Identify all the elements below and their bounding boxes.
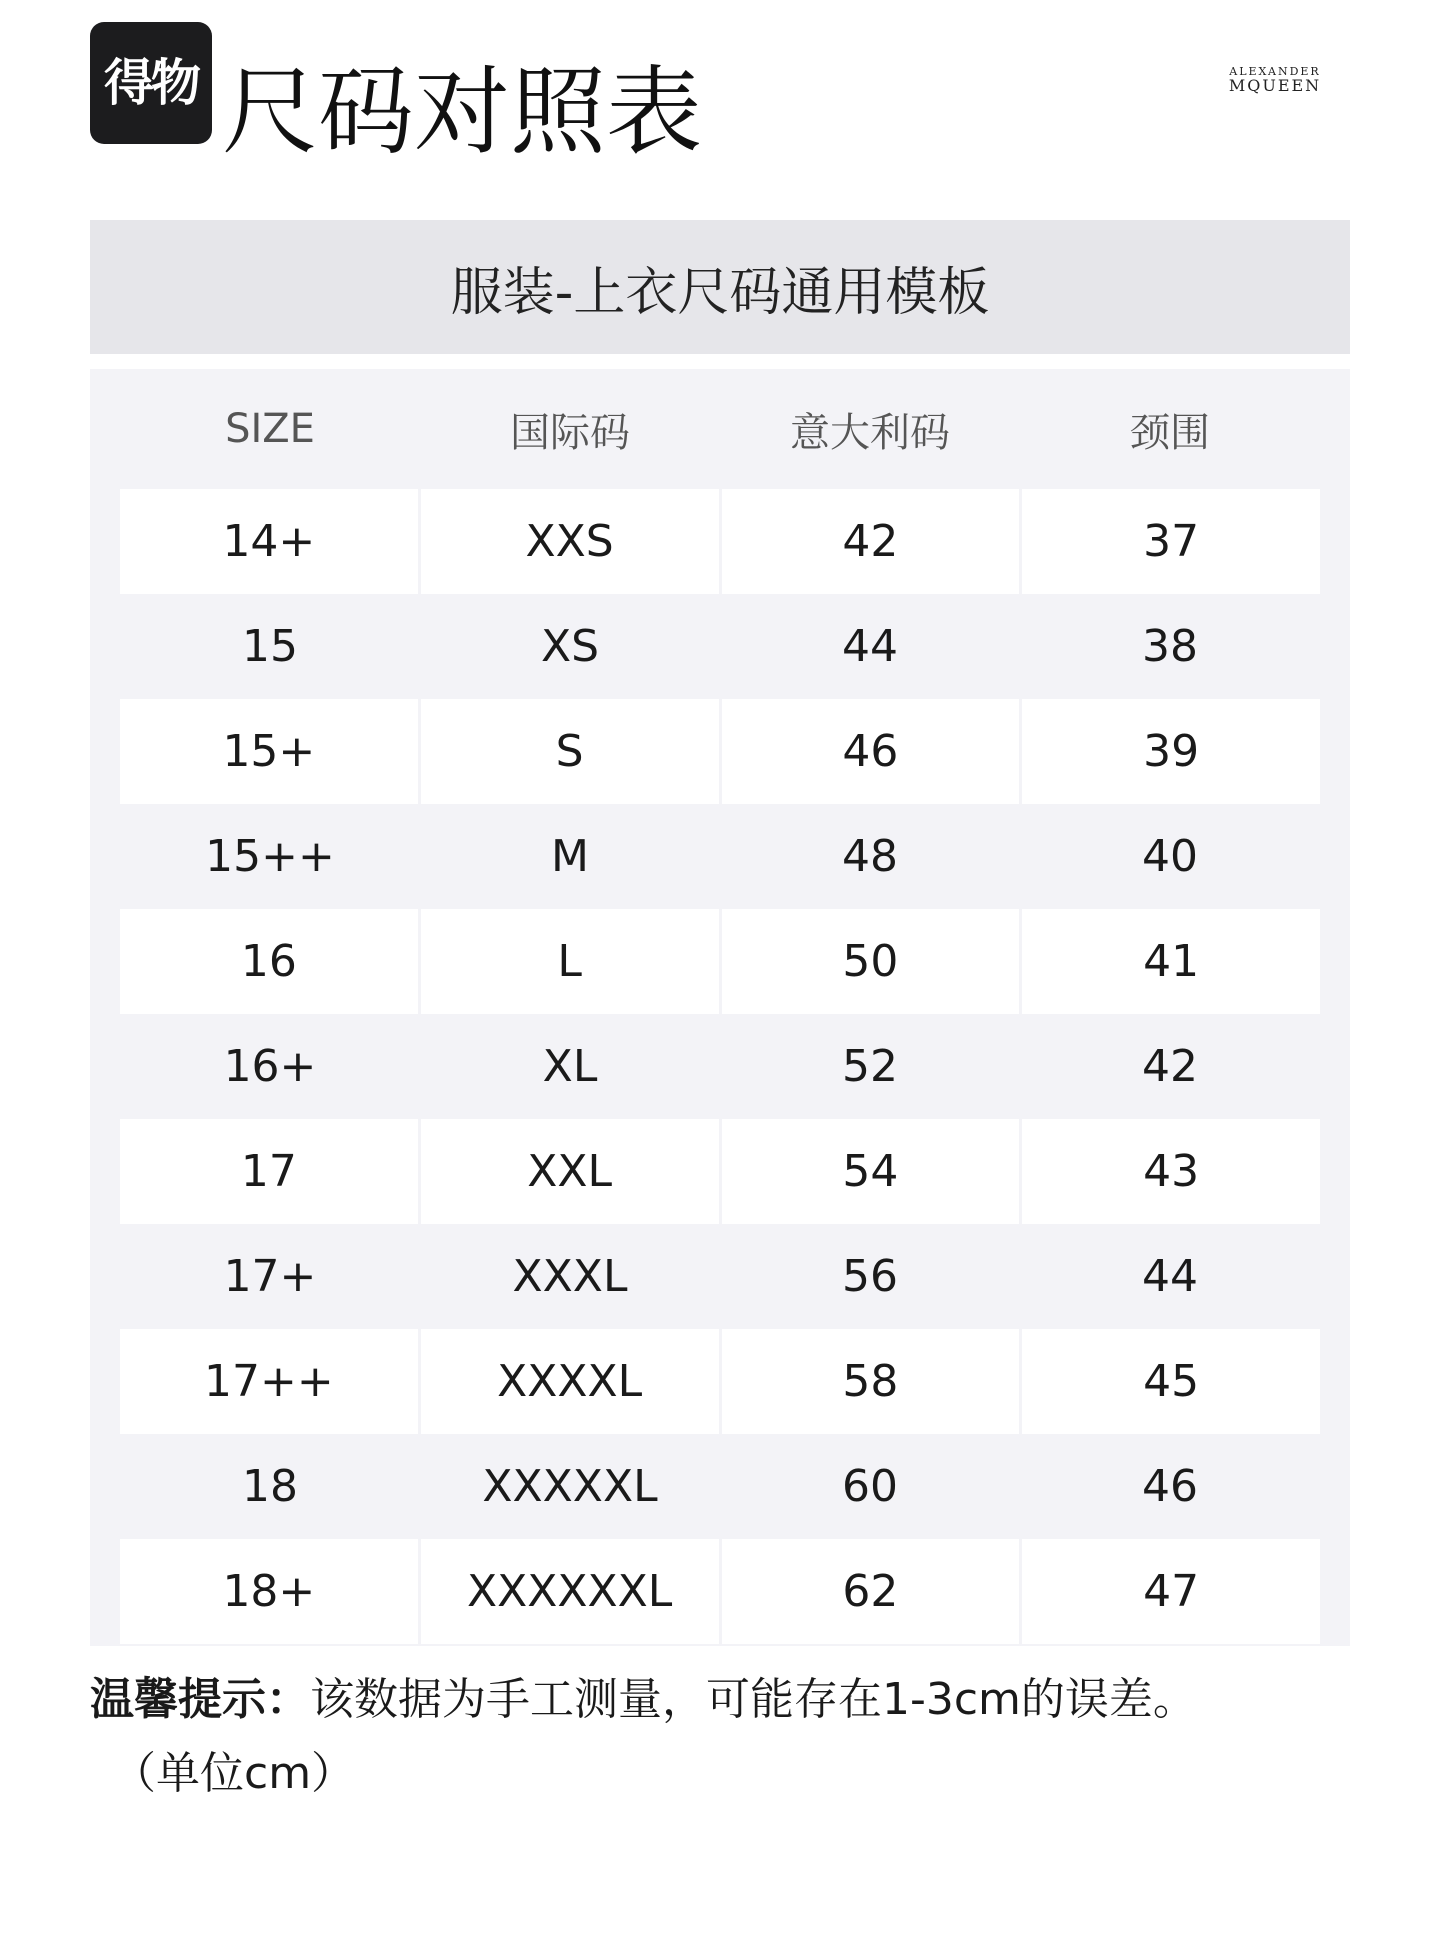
table-cell: 17+ — [120, 1224, 420, 1329]
note-unit: （单位cm） — [112, 1748, 356, 1799]
table-subtitle: 服装-上衣尺码通用模板 — [450, 262, 990, 323]
table-header — [120, 369, 1320, 489]
column-header-neck: 颈围 — [1130, 409, 1210, 456]
table-cell: 44 — [1020, 1224, 1320, 1329]
table-row — [120, 594, 1320, 699]
table-cell: S — [421, 699, 722, 804]
table-cell: 18 — [120, 1434, 420, 1539]
table-cell: XXXXL — [421, 1329, 722, 1434]
table-cell: XL — [420, 1014, 720, 1119]
table-cell: 15 — [120, 594, 420, 699]
table-cell: XXL — [421, 1119, 722, 1224]
column-header-international: 国际码 — [510, 409, 630, 456]
page-title: 尺码对照表 — [222, 56, 702, 168]
table-cell: 15+ — [120, 699, 421, 804]
table-cell: XS — [420, 594, 720, 699]
table-cell: 58 — [722, 1329, 1023, 1434]
table-row — [120, 804, 1320, 909]
table-row — [120, 1224, 1320, 1329]
table-cell: 45 — [1022, 1329, 1320, 1434]
table-cell: 43 — [1022, 1119, 1320, 1224]
subtitle-band — [90, 220, 1350, 354]
table-cell: 14+ — [120, 489, 421, 594]
table-cell: 47 — [1022, 1539, 1320, 1644]
table-cell: XXXXXL — [420, 1434, 720, 1539]
note-line1 — [90, 1663, 1350, 1737]
table-cell: 42 — [1020, 1014, 1320, 1119]
table-cell: XXS — [421, 489, 722, 594]
table-cell: 16+ — [120, 1014, 420, 1119]
page-header — [90, 22, 1350, 172]
brand-logo — [1200, 66, 1350, 94]
table-row — [120, 1014, 1320, 1119]
table-row — [120, 909, 1320, 1014]
dewu-logo — [90, 22, 212, 144]
table-row — [120, 1329, 1320, 1434]
table-cell: 17 — [120, 1119, 421, 1224]
table-cell: 38 — [1020, 594, 1320, 699]
table-cell: 50 — [722, 909, 1023, 1014]
table-row — [120, 489, 1320, 594]
table-cell: 46 — [1020, 1434, 1320, 1539]
table-cell: XXXL — [420, 1224, 720, 1329]
table-cell: 15++ — [120, 804, 420, 909]
table-row — [120, 1434, 1320, 1539]
table-cell: 48 — [720, 804, 1020, 909]
table-cell: 41 — [1022, 909, 1320, 1014]
table-row — [120, 699, 1320, 804]
note-label: 温馨提示： — [90, 1674, 310, 1725]
table-cell: M — [420, 804, 720, 909]
brand-logo-line2: MQUEEN — [1228, 76, 1322, 95]
table-body — [120, 489, 1320, 1644]
table-cell: 37 — [1022, 489, 1320, 594]
table-cell: 40 — [1020, 804, 1320, 909]
table-cell: 52 — [720, 1014, 1020, 1119]
table-cell: XXXXXXL — [421, 1539, 722, 1644]
size-table — [90, 369, 1350, 1646]
table-cell: 60 — [720, 1434, 1020, 1539]
table-cell: 46 — [722, 699, 1023, 804]
table-cell: 44 — [720, 594, 1020, 699]
table-row — [120, 1539, 1320, 1644]
logo-text: 得物 — [104, 54, 198, 112]
table-cell: 62 — [722, 1539, 1023, 1644]
table-cell: 16 — [120, 909, 421, 1014]
table-cell: 39 — [1022, 699, 1320, 804]
brand-logo-line1: ALEXANDER — [1229, 65, 1321, 78]
table-cell: 17++ — [120, 1329, 421, 1434]
column-header-size: SIZE — [225, 406, 315, 452]
column-header-italian: 意大利码 — [790, 409, 950, 456]
table-cell: 18+ — [120, 1539, 421, 1644]
table-cell: 42 — [722, 489, 1023, 594]
measurement-note — [90, 1663, 1350, 1811]
note-text: 该数据为手工测量，可能存在1-3cm的误差。 — [310, 1674, 1197, 1725]
table-row — [120, 1119, 1320, 1224]
table-cell: 56 — [720, 1224, 1020, 1329]
table-cell: L — [421, 909, 722, 1014]
table-cell: 54 — [722, 1119, 1023, 1224]
